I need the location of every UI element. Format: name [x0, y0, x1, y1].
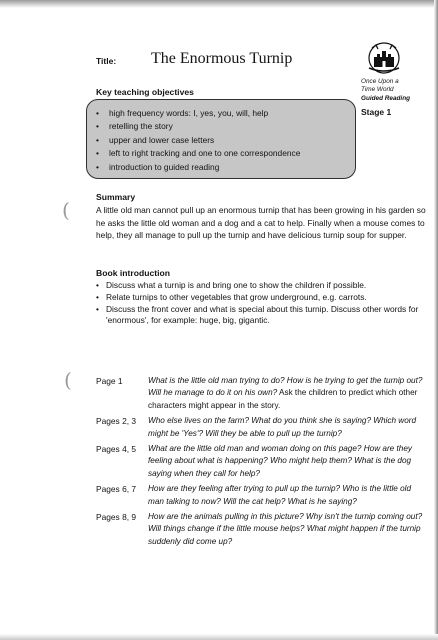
objectives-heading: Key teaching objectives [96, 87, 194, 97]
book-introduction-list [96, 280, 428, 327]
punch-hole-mark-bottom: ( [64, 368, 72, 392]
once-upon-a-time-world-logo [366, 42, 402, 81]
introduction-item: • Relate turnips to other vegetables that grow underground, e.g. carrots. [96, 292, 428, 304]
objective-item: • high frequency words: I, yes, you, will, help [96, 107, 300, 120]
page-note-row [96, 511, 426, 548]
page-instruction: Ask the children to predict which other characters might appear in the story. [148, 388, 418, 410]
objective-item: • retelling the story [96, 120, 300, 133]
page-note [148, 415, 424, 440]
page-note [148, 483, 424, 508]
page-note-row [96, 483, 426, 508]
objective-item: • left to right tracking and one to one correspondence [96, 147, 300, 160]
page-notes [96, 375, 426, 551]
stage-label: Stage 1 [361, 107, 392, 117]
page-label: Pages 6, 7 [96, 484, 137, 495]
page-questions: What are the little old man and woman doing on this page? How are they feeling about what is happening? Who might help them? What is the dog saying when they call for help? [148, 444, 412, 478]
objective-item: • upper and lower case letters [96, 134, 300, 147]
objectives-list [96, 107, 300, 174]
summary-text: A little old man cannot pull up an enormous turnip that has been growing in his garden so he asks the little old woman and a dog and a cat to help. Finally when a mouse comes to help, they all manage to pull up the turnip and have delicious turnip soup for supper. [96, 205, 426, 241]
page-label: Page 1 [96, 376, 123, 386]
castle-logo-icon [366, 42, 402, 76]
scan-edge-right [434, 0, 438, 640]
page-note-row [96, 375, 426, 412]
page-label: Pages 2, 3 [96, 416, 137, 427]
objective-item: • introduction to guided reading [96, 161, 300, 174]
page-questions: How are the animals pulling in this picture? Why isn't the turnip coming out? Will things change if the little mouse helps? What might happen if the turnip suddenly did come up? [148, 512, 423, 546]
page-note [148, 375, 424, 412]
page-questions: Who else lives on the farm? What do you think she is saying? Which word might be 'Yes'? Will they be able to pull up the turnip? [148, 416, 417, 438]
series-line-3: Guided Reading [361, 94, 410, 102]
page-label: Pages 4, 5 [96, 444, 137, 455]
book-introduction-heading: Book introduction [96, 268, 170, 278]
page-note [148, 511, 424, 548]
scan-edge-bottom [0, 634, 438, 640]
page-label: Pages 8, 9 [96, 512, 137, 523]
introduction-item: • Discuss what a turnip is and bring one to show the children if possible. [96, 280, 428, 292]
page-title: The Enormous Turnip [151, 50, 293, 67]
page-note-row [96, 415, 426, 440]
page-questions: What is the little old man trying to do? How is he trying to get the turnip out? Will he manage to do it on his own? [148, 376, 423, 398]
page-questions: How are they feeling after trying to pull up the turnip? Who is the little old man talking to now? Will the cat help? What is he saying? [148, 484, 412, 506]
series-name [361, 78, 410, 103]
punch-hole-mark-top: ( [62, 198, 70, 222]
page-note [148, 443, 424, 480]
title-label: Title: [96, 56, 117, 66]
summary-heading: Summary [96, 192, 136, 202]
page-note-row [96, 443, 426, 480]
series-line-1: Once Upon a [361, 78, 399, 85]
introduction-item: • Discuss the front cover and what is special about this turnip. Discuss other words for 'enormous', for example: huge, big, gigantic. [96, 304, 428, 328]
scan-edge-top [0, 0, 438, 8]
series-line-2: Time World [361, 86, 394, 94]
